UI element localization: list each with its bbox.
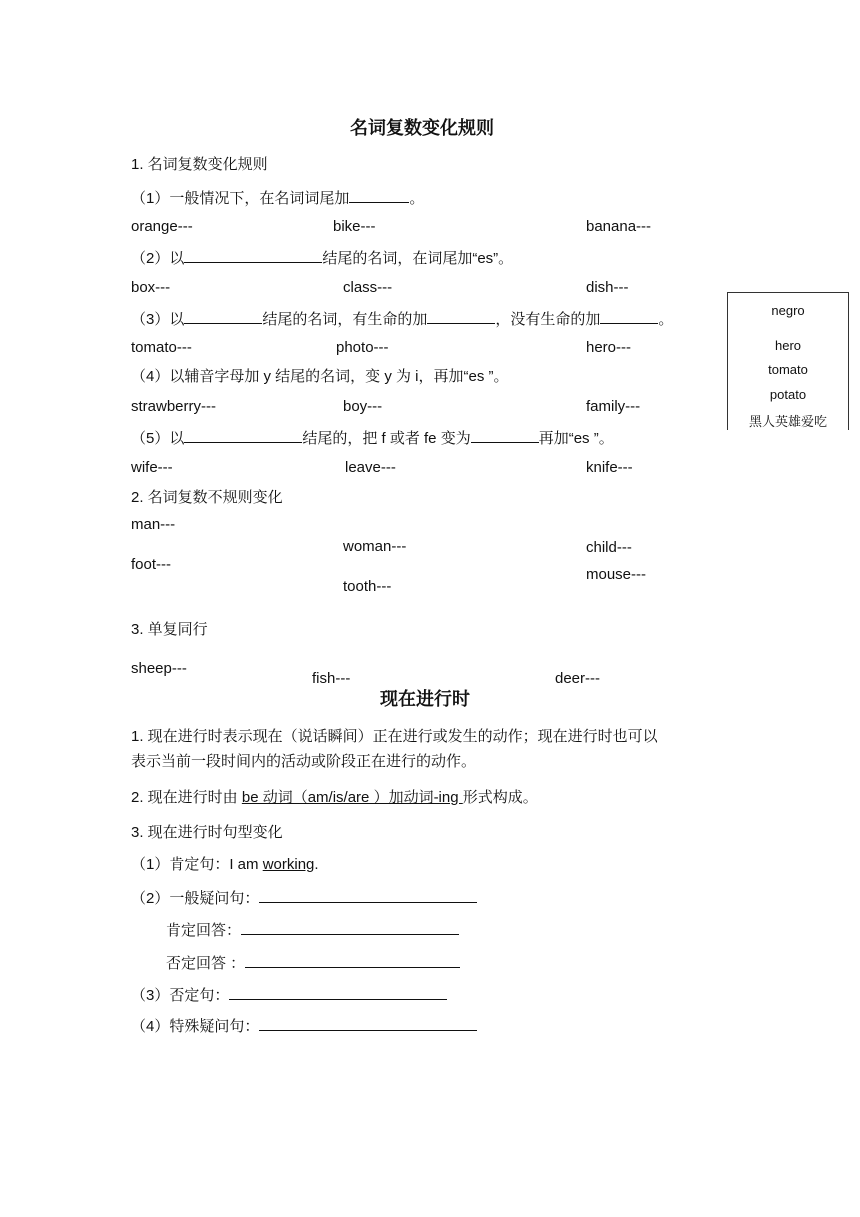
word-item: woman--- bbox=[343, 538, 407, 555]
word-item: banana--- bbox=[586, 218, 652, 235]
mnemonic-item: hero bbox=[774, 338, 802, 353]
heading-irregular: 2. 名词复数不规则变化 bbox=[131, 489, 283, 506]
paragraph-1-line-2: 表示当前一段时间内的活动或阶段正在进行的动作。 bbox=[131, 753, 477, 770]
structure-underlined: be 动词（am/is/are ）加动词-ing bbox=[241, 789, 463, 806]
word-item: class--- bbox=[343, 279, 393, 296]
word-item: sheep--- bbox=[131, 660, 187, 677]
word-item: strawberry--- bbox=[131, 398, 216, 415]
rule-3-text: （3）以 bbox=[131, 311, 185, 328]
word-item: knife--- bbox=[586, 459, 633, 476]
paragraph-1-line-1: 1. 现在进行时表示现在（说话瞬间）正在进行或发生的动作；现在进行时也可以 bbox=[131, 728, 658, 745]
rule-1 bbox=[131, 188, 424, 208]
word-item: hero--- bbox=[586, 339, 632, 356]
mnemonic-box bbox=[727, 292, 849, 430]
word-item: wife--- bbox=[131, 459, 173, 476]
rule-5-text: 结尾的，把 f 或者 fe 变为 bbox=[302, 430, 471, 447]
word-item: leave--- bbox=[345, 459, 396, 476]
example-verb: working bbox=[262, 856, 315, 873]
blank-line bbox=[600, 309, 658, 324]
paragraph-2-end: 形式构成。 bbox=[462, 789, 538, 806]
word-item: orange--- bbox=[131, 218, 193, 235]
rule-3-text: 结尾的名词，有生命的加 bbox=[262, 311, 428, 328]
word-item: box--- bbox=[131, 279, 171, 296]
rule-5 bbox=[131, 428, 614, 448]
answer-line bbox=[259, 1016, 477, 1031]
rule-2-end: 结尾的名词，在词尾加“es”。 bbox=[322, 250, 514, 267]
sentence-negative bbox=[131, 985, 447, 1005]
word-item: mouse--- bbox=[586, 566, 647, 583]
sentence-wh-question bbox=[131, 1016, 477, 1036]
word-item: deer--- bbox=[555, 670, 601, 687]
word-item: fish--- bbox=[312, 670, 351, 687]
sentence-question bbox=[131, 888, 477, 908]
paragraph-3: 3. 现在进行时句型变化 bbox=[131, 824, 283, 841]
paragraph-2 bbox=[131, 789, 538, 807]
sentence-question-label: （2）一般疑问句： bbox=[131, 890, 260, 907]
rule-4: （4）以辅音字母加 y 结尾的名词，变 y 为 i，再加“es ”。 bbox=[131, 368, 509, 385]
heading-plural-rules: 1. 名词复数变化规则 bbox=[131, 156, 268, 173]
word-item: family--- bbox=[586, 398, 641, 415]
blank-line bbox=[184, 248, 322, 263]
sentence-affirmative bbox=[131, 856, 319, 874]
word-item: child--- bbox=[586, 539, 632, 556]
mnemonic-item: negro bbox=[771, 303, 805, 318]
yes-answer-label: 肯定回答： bbox=[166, 922, 242, 939]
blank-line bbox=[349, 188, 409, 203]
word-item: foot--- bbox=[131, 556, 172, 573]
sentence-yes-answer bbox=[166, 920, 459, 940]
sentence-no-answer bbox=[166, 953, 460, 973]
rule-5-text: （5）以 bbox=[131, 430, 185, 447]
rule-3-end: 。 bbox=[658, 311, 674, 328]
word-item: tomato--- bbox=[131, 339, 192, 356]
word-item: bike--- bbox=[333, 218, 376, 235]
mnemonic-item: tomato bbox=[768, 362, 808, 377]
answer-line bbox=[229, 985, 447, 1000]
word-item: tooth--- bbox=[343, 578, 392, 595]
paragraph-2-text: 2. 现在进行时由 bbox=[131, 789, 242, 806]
rule-3-text: ，没有生命的加 bbox=[495, 311, 601, 328]
rule-2 bbox=[131, 248, 513, 268]
answer-line bbox=[245, 953, 460, 968]
mnemonic-item: potato bbox=[769, 387, 807, 402]
no-answer-label: 否定回答 ： bbox=[166, 955, 246, 972]
blank-line bbox=[184, 428, 302, 443]
rule-1-end: 。 bbox=[409, 190, 425, 207]
blank-line bbox=[427, 309, 495, 324]
sentence-affirmative-text: （1）肯定句：I am bbox=[131, 856, 263, 873]
answer-line bbox=[259, 888, 477, 903]
blank-line bbox=[471, 428, 539, 443]
rule-3 bbox=[131, 309, 673, 329]
answer-line bbox=[241, 920, 459, 935]
sentence-affirmative-end: . bbox=[314, 856, 319, 873]
section-title-plural-rules: 名词复数变化规则 bbox=[350, 118, 494, 138]
word-item: boy--- bbox=[343, 398, 383, 415]
blank-line bbox=[184, 309, 262, 324]
rule-1-text: （1）一般情况下，在名词词尾加 bbox=[131, 190, 350, 207]
rule-2-text: （2）以 bbox=[131, 250, 185, 267]
word-item: photo--- bbox=[336, 339, 389, 356]
sentence-negative-label: （3）否定句： bbox=[131, 987, 230, 1004]
rule-5-end: 再加“es ”。 bbox=[538, 430, 614, 447]
wh-question-label: （4）特殊疑问句： bbox=[131, 1018, 260, 1035]
mnemonic-phrase: 黑人英雄爱吃 bbox=[748, 414, 827, 429]
word-item: dish--- bbox=[586, 279, 629, 296]
heading-same-form: 3. 单复同行 bbox=[131, 621, 208, 638]
word-item: man--- bbox=[131, 516, 176, 533]
section-title-present-continuous: 现在进行时 bbox=[380, 689, 470, 709]
